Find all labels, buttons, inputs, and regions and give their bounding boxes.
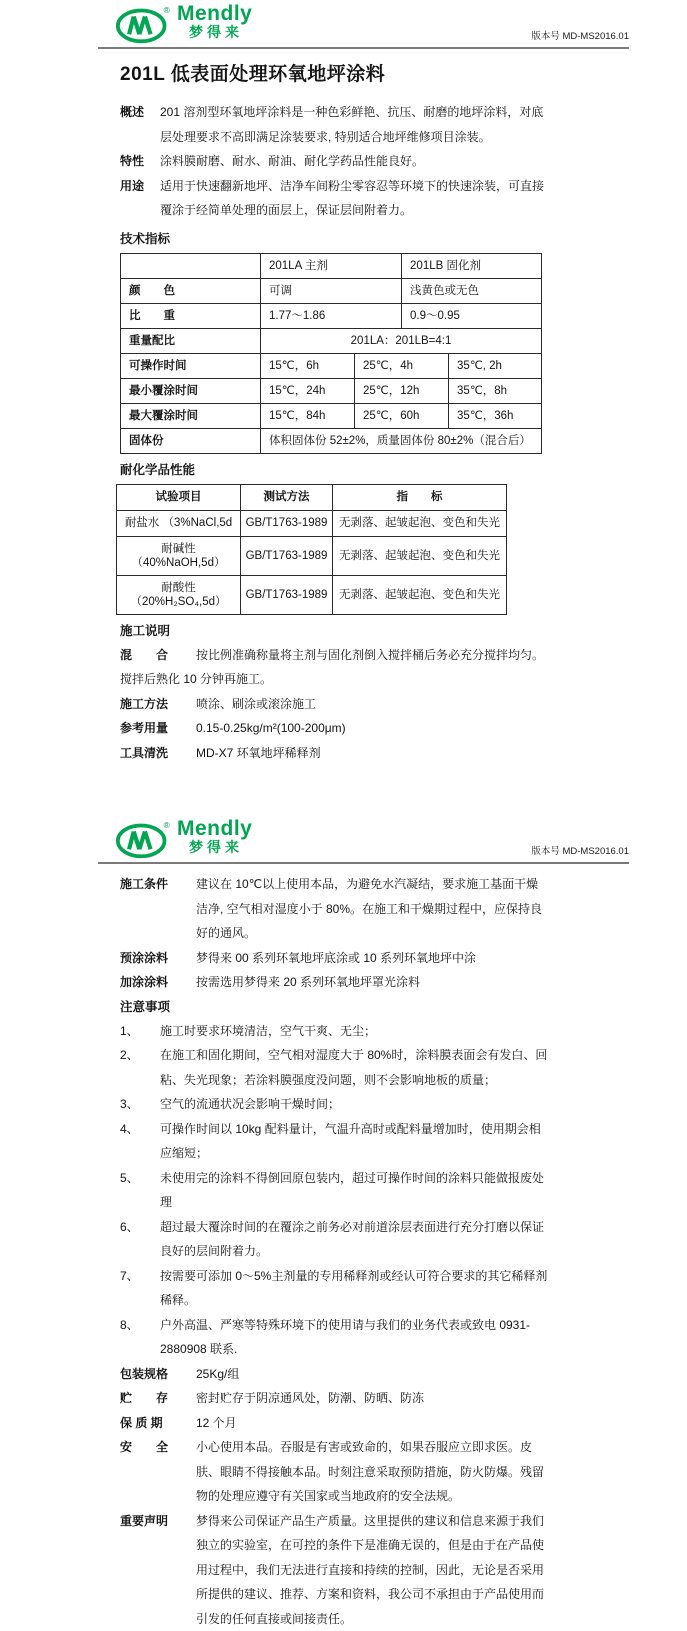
note-text: 户外高温、严寒等特殊环境下的使用请与我们的业务代表或致电 0931-2880908 联系. (160, 1313, 550, 1362)
chem-row2-method: GB/T1763-1989 (241, 536, 333, 575)
storage-row (120, 1386, 548, 1411)
tech-gravity-a: 1.77～1.86 (261, 303, 402, 328)
brand-text (177, 818, 252, 855)
notes-heading: 注意事项 (120, 995, 687, 1019)
note-item (120, 1043, 550, 1092)
table-row (121, 428, 542, 453)
tech-min-35: 35℃，8h (449, 378, 542, 403)
tech-gravity-b: 0.9～0.95 (402, 303, 542, 328)
topcoat-text: 按需选用梦得来 20 系列环氧地坪罩光涂料 (196, 970, 548, 995)
tech-color-b: 浅黄色或无色 (402, 278, 542, 303)
brand-name: Mendly (177, 3, 252, 24)
tech-ratio-label: 重量配比 (121, 328, 261, 353)
precoat-label: 预涂涂料 (120, 946, 196, 971)
precoat-row (120, 946, 548, 971)
chem-row2-result: 无剥落、起皱起泡、变色和失光 (333, 536, 507, 575)
table-row (121, 278, 542, 303)
brand-text (177, 3, 252, 40)
tech-col-header-b: 201LB 固化剂 (402, 253, 542, 278)
safety-label: 安 全 (120, 1435, 196, 1509)
note-text: 施工时要求环境清洁，空气干爽、无尘； (160, 1019, 550, 1044)
tech-table (120, 253, 542, 454)
usage-text: 适用于快速翻新地坪、洁净车间粉尘零容忍等环境下的快速涂装，可直接覆涂于经简单处理的面层上，保证层间附着力。 (160, 174, 548, 223)
tech-corner-cell (121, 253, 261, 278)
tech-color-a: 可调 (261, 278, 402, 303)
statement-row (120, 1509, 548, 1631)
pack-text: 25Kg/组 (196, 1362, 548, 1387)
tech-min-25: 25℃，12h (355, 378, 449, 403)
registered-mark-icon: ® (164, 5, 171, 15)
note-text: 超过最大覆涂时间的在覆涂之前务必对前道涂层表面进行充分打磨以保证良好的层间附着力。 (160, 1215, 550, 1264)
tech-min-label: 最小覆涂时间 (121, 378, 261, 403)
version-label: 版本号 MD-MS2016.01 (531, 28, 629, 45)
note-text: 未使用完的涂料不得倒回原包装内，超过可操作时间的涂料只能做报废处理 (160, 1166, 550, 1215)
condition-row (120, 872, 548, 946)
page-header (98, 815, 629, 864)
note-item (120, 1215, 550, 1264)
note-number: 5、 (120, 1166, 160, 1215)
shelf-life-label: 保 质 期 (120, 1411, 196, 1436)
topcoat-label: 加涂涂料 (120, 970, 196, 995)
usage-label: 用途 (120, 174, 160, 223)
page-2 (0, 815, 687, 1631)
table-row (117, 510, 507, 536)
chem-row1-result: 无剥落、起皱起泡、变色和失光 (333, 510, 507, 536)
tech-ratio-value: 201LA：201LB=4:1 (261, 328, 542, 353)
chem-row1-method: GB/T1763-1989 (241, 510, 333, 536)
storage-text: 密封贮存于阴凉通风处，防潮、防晒、防冻 (196, 1386, 548, 1411)
overview-label: 概述 (120, 100, 160, 149)
tech-max-35: 35℃，36h (449, 403, 542, 428)
chem-row3-method: GB/T1763-1989 (241, 575, 333, 614)
chem-header-result: 指 标 (333, 484, 507, 510)
safety-row (120, 1435, 548, 1509)
pack-row (120, 1362, 548, 1387)
note-number: 3、 (120, 1092, 160, 1117)
note-text: 在施工和固化期间，空气相对湿度大于 80%时，涂料膜表面会有发白、回粘、失光现象；若涂料膜强度没问题，则不会影响地板的质量； (160, 1043, 550, 1092)
feature-text: 涂料膜耐磨、耐水、耐油、耐化学药品性能良好。 (160, 149, 548, 174)
method-text: 喷涂、刷涂或滚涂施工 (196, 692, 548, 717)
chem-header-method: 测试方法 (241, 484, 333, 510)
table-row (121, 328, 542, 353)
tech-pot-25: 25℃，4h (355, 353, 449, 378)
brand-name: Mendly (177, 818, 252, 839)
page-title: 201L 低表面处理环氧地坪涂料 (120, 59, 687, 86)
table-row (121, 303, 542, 328)
tech-solids-value: 体积固体份 52±2%，质量固体份 80±2%（混合后） (261, 428, 542, 453)
chem-row3-result: 无剥落、起皱起泡、变色和失光 (333, 575, 507, 614)
note-number: 4、 (120, 1117, 160, 1166)
table-row (117, 536, 507, 575)
mix-text: 按比例准确称量将主剂与固化剂倒入搅拌桶后务必充分搅拌均匀。 (196, 643, 548, 668)
mix-label: 混 合 (120, 643, 196, 668)
tech-pot-15: 15℃，6h (261, 353, 355, 378)
construction-heading: 施工说明 (120, 619, 687, 643)
note-number: 8、 (120, 1313, 160, 1362)
mix-note: 搅拌后熟化 10 分钟再施工。 (120, 667, 548, 692)
chem-row3-item: 耐酸性（20%H₂SO₄,5d） (117, 575, 241, 614)
clean-label: 工具清洗 (120, 741, 196, 766)
tech-solids-label: 固体份 (121, 428, 261, 453)
shelf-life-text: 12 个月 (196, 1411, 548, 1436)
chem-table (116, 484, 507, 615)
tech-col-header-a: 201LA 主剂 (261, 253, 402, 278)
dosage-text: 0.15-0.25kg/m²(100-200μm) (196, 716, 548, 741)
note-item (120, 1117, 550, 1166)
note-number: 7、 (120, 1264, 160, 1313)
topcoat-row (120, 970, 548, 995)
chem-table-heading: 耐化学品性能 (120, 458, 687, 482)
chem-row2-item: 耐碱性（40%NaOH,5d） (117, 536, 241, 575)
shelf-life-row (120, 1411, 548, 1436)
tech-max-label: 最大覆涂时间 (121, 403, 261, 428)
method-label: 施工方法 (120, 692, 196, 717)
note-item (120, 1264, 550, 1313)
mendly-logo-icon (116, 3, 172, 45)
feature-label: 特性 (120, 149, 160, 174)
overview-row (120, 100, 548, 149)
dosage-row (120, 716, 548, 741)
table-row (121, 378, 542, 403)
version-label: 版本号 MD-MS2016.01 (531, 843, 629, 860)
tech-table-heading: 技术指标 (120, 227, 687, 251)
mendly-logo-icon (116, 818, 172, 860)
table-row (121, 353, 542, 378)
note-item (120, 1092, 550, 1117)
feature-row (120, 149, 548, 174)
table-row (117, 575, 507, 614)
method-row (120, 692, 548, 717)
note-text: 按需要可添加 0～5%主剂量的专用稀释剂或经认可符合要求的其它稀释剂稀释。 (160, 1264, 550, 1313)
tech-color-label: 颜 色 (121, 278, 261, 303)
mix-row (120, 643, 548, 668)
pack-label: 包装规格 (120, 1362, 196, 1387)
page-gap (0, 765, 687, 815)
tech-max-15: 15℃，84h (261, 403, 355, 428)
note-number: 1、 (120, 1019, 160, 1044)
tech-pot-label: 可操作时间 (121, 353, 261, 378)
clean-text: MD-X7 环氧地坪稀释剂 (196, 741, 548, 766)
note-text: 可操作时间以 10kg 配料量计，气温升高时或配料量增加时，使用期会相应缩短； (160, 1117, 550, 1166)
brand-logo (116, 3, 252, 45)
chem-header-item: 试验项目 (117, 484, 241, 510)
safety-text: 小心使用本品。吞服是有害或致命的，如果吞服应立即求医。皮肤、眼睛不得接触本品。时刻注意采取预防措施，防火防爆。残留物的处理应遵守有关国家或当地政府的安全法规。 (196, 1435, 548, 1509)
tech-max-25: 25℃，60h (355, 403, 449, 428)
registered-mark-icon: ® (164, 820, 171, 830)
table-row (117, 484, 507, 510)
precoat-text: 梦得来 00 系列环氧地坪底涂或 10 系列环氧地坪中涂 (196, 946, 548, 971)
page-1 (0, 0, 687, 765)
usage-row (120, 174, 548, 223)
note-text: 空气的流通状况会影响干燥时间； (160, 1092, 550, 1117)
table-row (121, 403, 542, 428)
note-item (120, 1166, 550, 1215)
page-header (98, 0, 629, 49)
note-item (120, 1313, 550, 1362)
statement-label: 重要声明 (120, 1509, 196, 1631)
storage-label: 贮 存 (120, 1386, 196, 1411)
note-item (120, 1019, 550, 1044)
dosage-label: 参考用量 (120, 716, 196, 741)
brand-name-chinese: 梦得来 (189, 839, 252, 855)
brand-logo (116, 818, 252, 860)
tech-pot-35: 35℃, 2h (449, 353, 542, 378)
condition-label: 施工条件 (120, 872, 196, 946)
note-number: 2、 (120, 1043, 160, 1092)
note-number: 6、 (120, 1215, 160, 1264)
clean-row (120, 741, 548, 766)
tech-gravity-label: 比 重 (121, 303, 261, 328)
chem-row1-item: 耐盐水 （3%NaCl,5d (117, 510, 241, 536)
tech-min-15: 15℃，24h (261, 378, 355, 403)
statement-text: 梦得来公司保证产品生产质量。这里提供的建议和信息来源于我们独立的实验室，在可控的条件下是准确无误的，但是由于在产品使用过程中，我们无法进行直接和持续的控制，因此，无论是否采用所提供的建议、推荐、方案和资料，我公司不承担由于产品使用而引发的任何直接或间接责任。 (196, 1509, 548, 1631)
overview-text: 201 溶剂型环氧地坪涂料是一种色彩鲜艳、抗压、耐磨的地坪涂料，对底层处理要求不高即满足涂装要求, 特别适合地坪维修项目涂装。 (160, 100, 548, 149)
brand-name-chinese: 梦得来 (189, 24, 252, 40)
table-row (121, 253, 542, 278)
condition-text: 建议在 10℃以上使用本品，为避免水汽凝结，要求施工基面干燥洁净, 空气相对湿度小于 80%。在施工和干燥期过程中，应保持良好的通风。 (196, 872, 548, 946)
